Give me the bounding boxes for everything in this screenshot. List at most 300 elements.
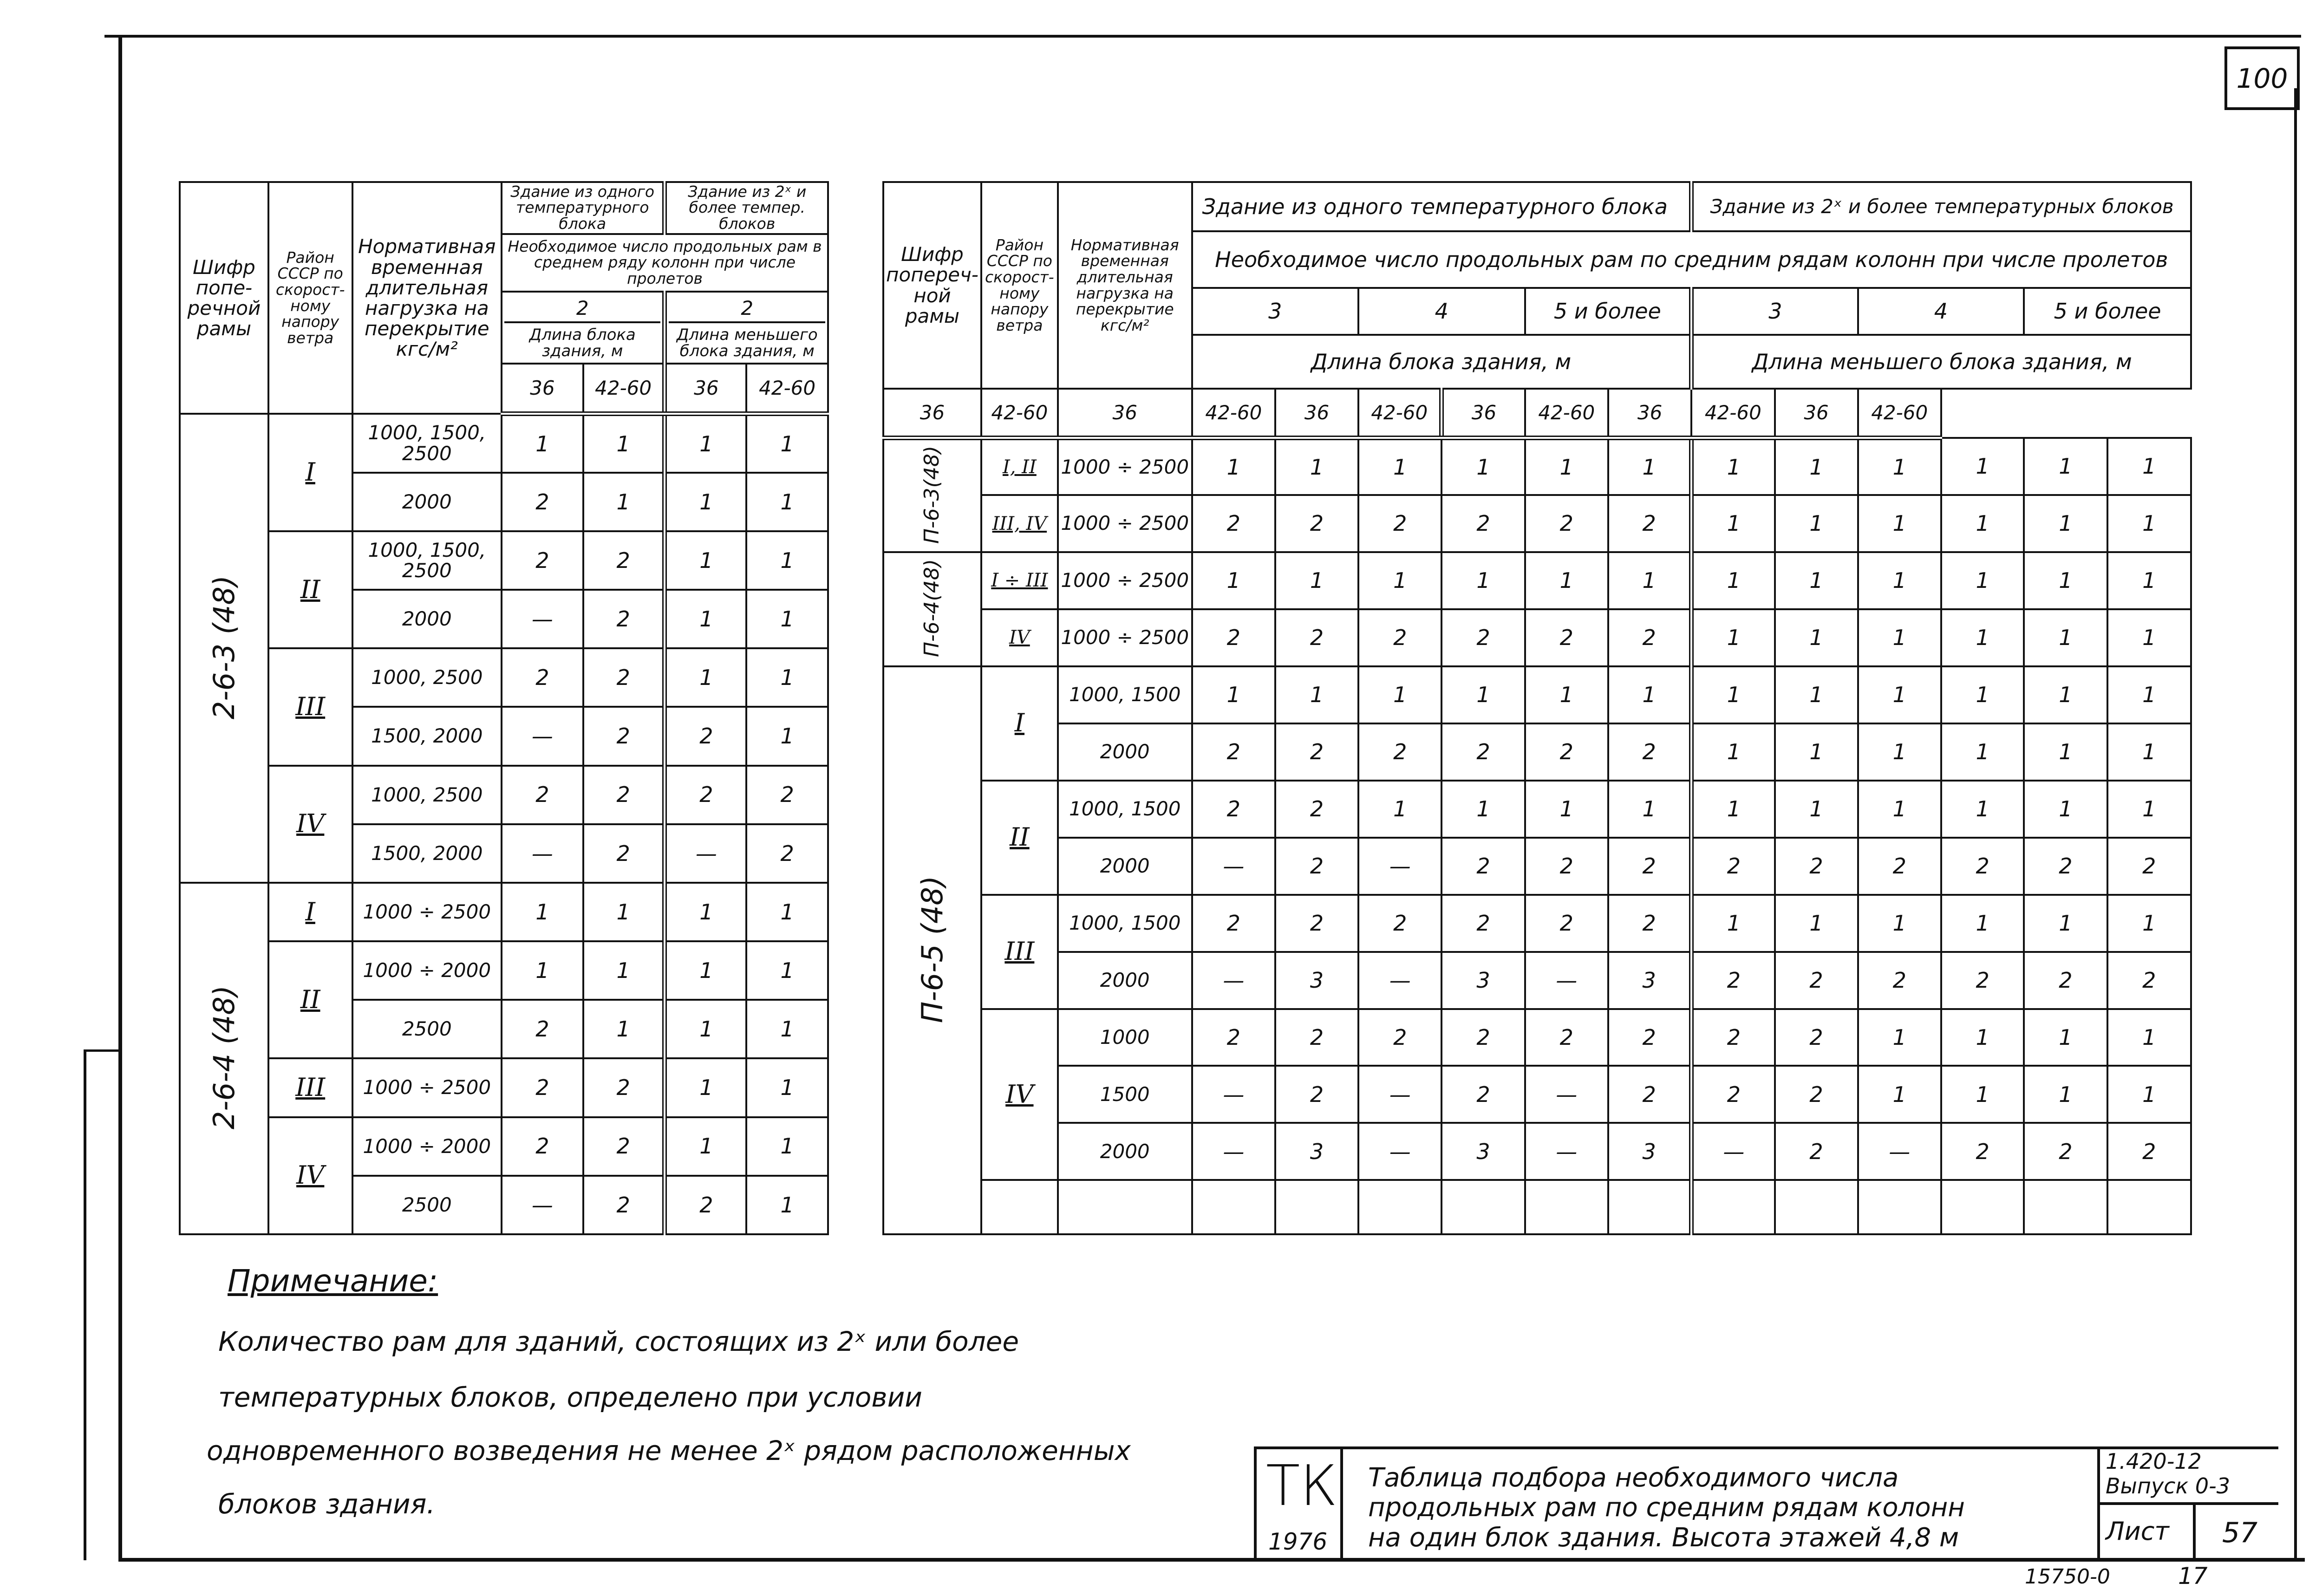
frame-count: 1 bbox=[1858, 1009, 1941, 1066]
frame-count: — bbox=[1358, 952, 1441, 1009]
frame-count: 2 bbox=[1608, 723, 1691, 781]
wind-region bbox=[981, 495, 1058, 552]
frame-count: 2 bbox=[1441, 838, 1525, 895]
frame-count: 3 bbox=[1441, 952, 1525, 1009]
region-numeral: I ÷ III bbox=[991, 570, 1048, 592]
empty-cell bbox=[1058, 1180, 1192, 1234]
frame-count: 1 bbox=[1858, 781, 1941, 838]
frame-count: 2 bbox=[1275, 838, 1358, 895]
wind-region bbox=[268, 648, 352, 765]
load-value: 2000 bbox=[1058, 723, 1192, 781]
binding-margin bbox=[84, 1049, 121, 1560]
sheet-cell bbox=[2097, 1505, 2281, 1561]
header-load: Нормативная временная длительная нагрузка на перекрытие кгс/м² bbox=[352, 182, 502, 414]
frame-count: — bbox=[1858, 1123, 1941, 1180]
frame-count: 1 bbox=[1192, 666, 1275, 723]
note-title: Примечание: bbox=[228, 1263, 438, 1299]
frame-count: 2 bbox=[1525, 723, 1609, 781]
frame-count: 2 bbox=[1275, 1066, 1358, 1123]
frame-count: 1 bbox=[2024, 1066, 2107, 1123]
frame-count: — bbox=[665, 824, 746, 883]
frame-count: 2 bbox=[1441, 723, 1525, 781]
load-value: 1000 ÷ 2500 bbox=[1058, 495, 1192, 552]
frame-count: 1 bbox=[665, 590, 746, 648]
length-value: 36 bbox=[1441, 389, 1525, 438]
page-number: 100 bbox=[2224, 46, 2300, 110]
frame-count: 1 bbox=[1858, 1066, 1941, 1123]
frame-code-cell bbox=[883, 438, 981, 552]
frame-count: 1 bbox=[1941, 723, 2024, 781]
load-value: 1000 bbox=[1058, 1009, 1192, 1066]
frame-count: 2 bbox=[1608, 609, 1691, 666]
load-value: 1500, 2000 bbox=[352, 707, 502, 765]
frame-count: 2 bbox=[583, 648, 665, 707]
frame-count: 2 bbox=[1275, 495, 1358, 552]
frame-count: 1 bbox=[1941, 895, 2024, 952]
frame-count: 2 bbox=[583, 590, 665, 648]
wind-region bbox=[981, 609, 1058, 666]
frame-count: 2 bbox=[1525, 895, 1609, 952]
frame-count: 2 bbox=[2107, 838, 2191, 895]
archive-code: 15750-0 bbox=[2025, 1565, 2110, 1589]
frame-count: — bbox=[502, 1176, 583, 1234]
spans-value: 2 bbox=[504, 295, 661, 323]
frame-count: 2 bbox=[583, 1117, 665, 1176]
frame-count: 2 bbox=[583, 1176, 665, 1234]
empty-cell bbox=[1775, 1180, 1858, 1234]
frame-count: 1 bbox=[1775, 495, 1858, 552]
frame-count: 1 bbox=[1941, 1066, 2024, 1123]
wind-region bbox=[268, 1058, 352, 1117]
frame-count: 2 bbox=[1192, 609, 1275, 666]
frame-code-cell bbox=[883, 552, 981, 666]
frame-count: 2 bbox=[2024, 952, 2107, 1009]
frame-count: 1 bbox=[1858, 552, 1941, 609]
frame-count: 2 bbox=[1775, 1009, 1858, 1066]
binding-margin-top bbox=[84, 1049, 118, 1052]
length-42-60: 42-60 bbox=[746, 364, 828, 414]
frame-count: — bbox=[1192, 952, 1275, 1009]
wind-region bbox=[268, 766, 352, 883]
length-36: 36 bbox=[665, 364, 746, 414]
frame-count: 2 bbox=[1275, 781, 1358, 838]
frame-count: 1 bbox=[746, 414, 828, 472]
frame-count: 2 bbox=[502, 766, 583, 824]
frame-count: 1 bbox=[1858, 609, 1941, 666]
frame-count: 1 bbox=[1358, 438, 1441, 495]
frame-count: 1 bbox=[2024, 781, 2107, 838]
frame-code-cell bbox=[180, 414, 268, 882]
frame-count: 2 bbox=[1358, 1009, 1441, 1066]
sheet-label: Лист bbox=[2106, 1517, 2169, 1546]
header-required-number: Необходимое число продольных рам в среднем ряду колонн при числе пролетов bbox=[502, 234, 828, 292]
wind-region bbox=[268, 531, 352, 648]
frame-count: 2 bbox=[665, 766, 746, 824]
load-value: 1000, 1500 bbox=[1058, 895, 1192, 952]
frame-count: 2 bbox=[1358, 609, 1441, 666]
left-selection-table bbox=[179, 181, 829, 1235]
empty-cell bbox=[1441, 1180, 1525, 1234]
wind-region bbox=[981, 1009, 1058, 1180]
frame-count: 3 bbox=[1441, 1123, 1525, 1180]
frame-count: — bbox=[1358, 838, 1441, 895]
frame-count: 2 bbox=[1941, 952, 2024, 1009]
frame-count: 2 bbox=[1358, 723, 1441, 781]
organization-mark bbox=[1257, 1449, 1343, 1561]
frame-count: 2 bbox=[1441, 1066, 1525, 1123]
wind-region bbox=[981, 552, 1058, 609]
note-line: одновременного возведения не менее 2ˣ рядом расположенных bbox=[207, 1435, 1131, 1466]
length-value: 36 bbox=[1275, 389, 1358, 438]
region-numeral: II bbox=[300, 984, 320, 1014]
frame-count: 2 bbox=[1941, 1123, 2024, 1180]
load-value: 1000 ÷ 2500 bbox=[352, 883, 502, 941]
frame-count: 1 bbox=[2107, 895, 2191, 952]
frame-count: 1 bbox=[1358, 666, 1441, 723]
load-value: 2500 bbox=[352, 1176, 502, 1234]
frame-count: 2 bbox=[2107, 1123, 2191, 1180]
frame-count: 1 bbox=[1525, 552, 1609, 609]
spans-4: 4 bbox=[1858, 288, 2024, 335]
region-numeral: II bbox=[300, 574, 320, 604]
frame-count: 1 bbox=[746, 707, 828, 765]
region-numeral: IV bbox=[296, 809, 325, 839]
frame-count: 1 bbox=[1608, 781, 1691, 838]
load-value: 1000 ÷ 2500 bbox=[1058, 552, 1192, 609]
frame-count: 2 bbox=[1441, 1009, 1525, 1066]
tk-logo: ТК bbox=[1266, 1454, 1338, 1518]
frame-count: 2 bbox=[1441, 609, 1525, 666]
frame-count: 1 bbox=[1941, 666, 2024, 723]
frame-count: 2 bbox=[2107, 952, 2191, 1009]
frame-count: 1 bbox=[502, 883, 583, 941]
frame-count: 2 bbox=[1775, 1066, 1858, 1123]
frame-count: 1 bbox=[1441, 552, 1525, 609]
length-value: 42-60 bbox=[1858, 389, 1941, 438]
length-smaller-label: Длина меньшего блока здания, м bbox=[1691, 335, 2191, 389]
frame-count: 2 bbox=[746, 766, 828, 824]
frame-count: 1 bbox=[746, 883, 828, 941]
frame-count: 1 bbox=[1775, 438, 1858, 495]
frame-count: — bbox=[1691, 1123, 1774, 1180]
frame-count: 2 bbox=[502, 1000, 583, 1058]
wind-region bbox=[268, 1117, 352, 1234]
frame-count: — bbox=[502, 590, 583, 648]
frame-count: 2 bbox=[665, 707, 746, 765]
load-value: 1500 bbox=[1058, 1066, 1192, 1123]
frame-code-cell bbox=[883, 666, 981, 1234]
frame-count: 2 bbox=[1525, 1009, 1609, 1066]
spans-value-b: 2 bbox=[669, 295, 825, 323]
frame-count: 1 bbox=[2107, 438, 2191, 495]
frame-count: 1 bbox=[1858, 895, 1941, 952]
header-two-blocks: Здание из 2ˣ и более температурных блоков bbox=[1691, 182, 2191, 231]
right-selection-table bbox=[882, 181, 2192, 1235]
frame-count: 1 bbox=[1691, 552, 1774, 609]
length-block-label: Длина блока здания, м bbox=[529, 325, 636, 361]
region-numeral: IV bbox=[1009, 627, 1030, 649]
frame-count: — bbox=[1525, 952, 1609, 1009]
title-line: Таблица подбора необходимого числа bbox=[1368, 1463, 1899, 1493]
frame-count: — bbox=[1192, 838, 1275, 895]
length-value: 36 bbox=[1775, 389, 1858, 438]
header-frame-code: Шифр попереч-ной рамы bbox=[883, 182, 981, 389]
length-value: 42-60 bbox=[1192, 389, 1275, 438]
frame-count: 2 bbox=[1608, 495, 1691, 552]
frame-count: 1 bbox=[1608, 552, 1691, 609]
series-code bbox=[2097, 1449, 2278, 1505]
frame-count: 1 bbox=[2107, 666, 2191, 723]
empty-cell bbox=[1941, 1180, 2024, 1234]
empty-cell bbox=[2024, 1180, 2107, 1234]
empty-cell bbox=[1858, 1180, 1941, 1234]
spans-5-plus: 5 и более bbox=[1525, 288, 1692, 335]
frame-count: 1 bbox=[1941, 438, 2024, 495]
length-value: 42-60 bbox=[981, 389, 1058, 438]
frame-count: 1 bbox=[2024, 552, 2107, 609]
frame-count: 1 bbox=[2107, 781, 2191, 838]
frame-count: 2 bbox=[502, 473, 583, 531]
frame-count: 2 bbox=[1192, 495, 1275, 552]
frame-count: 2 bbox=[1358, 495, 1441, 552]
header-two-blocks: Здание из 2ˣ и более темпер. блоков bbox=[665, 182, 828, 234]
frame-count: 1 bbox=[2024, 1009, 2107, 1066]
frame-count: 2 bbox=[1941, 838, 2024, 895]
title-line: на один блок здания. Высота этажей 4,8 м bbox=[1368, 1522, 1959, 1553]
load-value: 2000 bbox=[1058, 838, 1192, 895]
frame-count: 1 bbox=[1691, 895, 1774, 952]
header-one-block: Здание из одного температурного блока bbox=[1192, 182, 1692, 231]
frame-count: 1 bbox=[746, 941, 828, 1000]
frame-count: 1 bbox=[1358, 781, 1441, 838]
frame-count: 2 bbox=[502, 648, 583, 707]
frame-count: — bbox=[1192, 1123, 1275, 1180]
frame-count: 2 bbox=[1691, 838, 1774, 895]
frame-count: 1 bbox=[1525, 781, 1609, 838]
load-value: 1000, 1500 bbox=[1058, 781, 1192, 838]
frame-count: 1 bbox=[746, 473, 828, 531]
frame-count: 2 bbox=[1192, 895, 1275, 952]
length-value: 36 bbox=[883, 389, 981, 438]
frame-count: 2 bbox=[583, 707, 665, 765]
stamp-year: 1976 bbox=[1268, 1528, 1328, 1555]
header-spans-b bbox=[665, 292, 828, 364]
frame-count: 2 bbox=[1608, 838, 1691, 895]
frame-count: 2 bbox=[1525, 838, 1609, 895]
frame-count: 1 bbox=[1691, 438, 1774, 495]
frame-count: 1 bbox=[746, 1176, 828, 1234]
frame-count: 1 bbox=[665, 1058, 746, 1117]
frame-count: 3 bbox=[1275, 952, 1358, 1009]
frame-count: 2 bbox=[1775, 1123, 1858, 1180]
frame-count: 1 bbox=[1691, 495, 1774, 552]
frame-count: 2 bbox=[1192, 781, 1275, 838]
header-spans bbox=[502, 292, 665, 364]
region-numeral: I bbox=[1014, 708, 1025, 738]
frame-count: 2 bbox=[1525, 495, 1609, 552]
empty-cell bbox=[981, 1180, 1058, 1234]
frame-count: 1 bbox=[1525, 438, 1609, 495]
frame-count: 1 bbox=[502, 941, 583, 1000]
load-value: 1000, 2500 bbox=[352, 766, 502, 824]
load-value: 1000 ÷ 2500 bbox=[352, 1058, 502, 1117]
frame-count: 1 bbox=[746, 1117, 828, 1176]
frame-count: 1 bbox=[665, 414, 746, 472]
frame-count: 3 bbox=[1275, 1123, 1358, 1180]
frame-count: 1 bbox=[1941, 495, 2024, 552]
load-value: 1500, 2000 bbox=[352, 824, 502, 883]
load-value: 1000 ÷ 2000 bbox=[352, 941, 502, 1000]
frame-count: 1 bbox=[1691, 609, 1774, 666]
frame-count: 1 bbox=[1775, 609, 1858, 666]
frame-count: 2 bbox=[1275, 723, 1358, 781]
frame-count: — bbox=[1358, 1066, 1441, 1123]
frame-count: 2 bbox=[1858, 838, 1941, 895]
frame-count: 1 bbox=[746, 590, 828, 648]
frame-count: 3 bbox=[1608, 952, 1691, 1009]
load-value: 1000 ÷ 2500 bbox=[1058, 438, 1192, 495]
archive-number: 17 bbox=[2178, 1563, 2208, 1589]
frame-count: 3 bbox=[1608, 1123, 1691, 1180]
frame-count: 1 bbox=[2107, 723, 2191, 781]
region-numeral: I bbox=[305, 457, 315, 487]
frame-count: 1 bbox=[1775, 666, 1858, 723]
wind-region bbox=[981, 895, 1058, 1009]
region-numeral: II bbox=[1010, 822, 1030, 852]
frame-count: 1 bbox=[1941, 552, 2024, 609]
frame-count: 2 bbox=[2024, 838, 2107, 895]
frame-count: 2 bbox=[1608, 895, 1691, 952]
frame-count: 2 bbox=[1441, 495, 1525, 552]
frame-count: 2 bbox=[502, 1058, 583, 1117]
frame-count: 1 bbox=[583, 941, 665, 1000]
frame-count: 1 bbox=[746, 531, 828, 590]
frame-count: 2 bbox=[1275, 895, 1358, 952]
frame-count: — bbox=[1358, 1123, 1441, 1180]
empty-cell bbox=[1525, 1180, 1609, 1234]
frame-count: 2 bbox=[1275, 1009, 1358, 1066]
frame-count: 1 bbox=[665, 1117, 746, 1176]
spans-3: 3 bbox=[1691, 288, 1858, 335]
frame-count: 1 bbox=[1775, 895, 1858, 952]
spans-5-plus: 5 и более bbox=[2024, 288, 2191, 335]
frame-count: 1 bbox=[746, 1058, 828, 1117]
frame-count: 1 bbox=[2107, 609, 2191, 666]
frame-count: 1 bbox=[746, 648, 828, 707]
load-value: 2000 bbox=[1058, 952, 1192, 1009]
header-load: Нормативная временная длительная нагрузка на перекрытие кгс/м² bbox=[1058, 182, 1192, 389]
frame-count: 1 bbox=[1858, 666, 1941, 723]
frame-count: 1 bbox=[665, 1000, 746, 1058]
frame-count: 2 bbox=[583, 824, 665, 883]
empty-cell bbox=[1358, 1180, 1441, 1234]
load-value: 1000 ÷ 2000 bbox=[352, 1117, 502, 1176]
frame-count: 1 bbox=[2107, 1066, 2191, 1123]
frame-count: 2 bbox=[1358, 895, 1441, 952]
frame-code: П-6-5 (48) bbox=[915, 875, 949, 1023]
wind-region bbox=[981, 781, 1058, 895]
wind-region bbox=[268, 414, 352, 531]
load-value: 2500 bbox=[352, 1000, 502, 1058]
header-wind-region: Район СССР по скорост-ному напору ветра bbox=[981, 182, 1058, 389]
title-block bbox=[1254, 1446, 2278, 1561]
frame-count: 2 bbox=[502, 531, 583, 590]
frame-count: 1 bbox=[583, 883, 665, 941]
header-wind-region: Район СССР по скорост-ному напору ветра bbox=[268, 182, 352, 414]
empty-cell bbox=[1192, 1180, 1275, 1234]
frame-count: 1 bbox=[1275, 552, 1358, 609]
empty-cell bbox=[1691, 1180, 1774, 1234]
frame-count: 1 bbox=[2107, 1009, 2191, 1066]
frame-count: 1 bbox=[665, 473, 746, 531]
frame-count: 1 bbox=[2024, 723, 2107, 781]
frame-code-cell bbox=[180, 883, 268, 1234]
issue-number: Выпуск 0-3 bbox=[2106, 1473, 2231, 1498]
frame-code: П-6-4(48) bbox=[920, 559, 944, 658]
sheet-number: 57 bbox=[2193, 1505, 2284, 1561]
frame-count: — bbox=[502, 707, 583, 765]
frame-count: 2 bbox=[1691, 1066, 1774, 1123]
empty-cell bbox=[1275, 1180, 1358, 1234]
frame-count: 1 bbox=[583, 473, 665, 531]
note-line: Количество рам для зданий, состоящих из 2ˣ или более bbox=[218, 1326, 1019, 1357]
frame-count: 2 bbox=[1608, 1066, 1691, 1123]
frame-count: 1 bbox=[1775, 781, 1858, 838]
frame-count: 1 bbox=[1691, 723, 1774, 781]
frame-count: 1 bbox=[1441, 438, 1525, 495]
load-value: 1000, 1500 bbox=[1058, 666, 1192, 723]
frame-count: 1 bbox=[1691, 666, 1774, 723]
frame-count: 2 bbox=[1691, 952, 1774, 1009]
spans-4: 4 bbox=[1358, 288, 1525, 335]
frame-count: 1 bbox=[2107, 495, 2191, 552]
wind-region bbox=[981, 438, 1058, 495]
frame-count: 1 bbox=[1941, 781, 2024, 838]
wind-region bbox=[981, 666, 1058, 781]
frame-count: 1 bbox=[1775, 552, 1858, 609]
frame-count: 2 bbox=[583, 766, 665, 824]
frame-count: 1 bbox=[2024, 609, 2107, 666]
frame-right-line bbox=[2294, 88, 2297, 1560]
wind-region bbox=[268, 883, 352, 941]
frame-count: 1 bbox=[1192, 438, 1275, 495]
region-numeral: III, IV bbox=[992, 513, 1047, 534]
length-36: 36 bbox=[502, 364, 583, 414]
frame-count: 2 bbox=[746, 824, 828, 883]
load-value: 1000, 1500, 2500 bbox=[352, 531, 502, 590]
frame-count: 2 bbox=[1441, 895, 1525, 952]
frame-count: 1 bbox=[665, 883, 746, 941]
frame-count: 1 bbox=[1525, 666, 1609, 723]
load-value: 2000 bbox=[352, 590, 502, 648]
length-value: 42-60 bbox=[1525, 389, 1609, 438]
spans-3: 3 bbox=[1192, 288, 1358, 335]
title-line: продольных рам по средним рядам колонн bbox=[1368, 1492, 1965, 1523]
frame-count: 1 bbox=[665, 531, 746, 590]
load-value: 1000, 2500 bbox=[352, 648, 502, 707]
frame-count: 2 bbox=[1525, 609, 1609, 666]
note-line: блоков здания. bbox=[218, 1488, 435, 1520]
frame-count: 1 bbox=[1275, 666, 1358, 723]
frame-count: 1 bbox=[2024, 495, 2107, 552]
header-frame-code: Шифр попе-речной рамы bbox=[180, 182, 268, 414]
frame-count: 1 bbox=[583, 1000, 665, 1058]
length-value: 36 bbox=[1608, 389, 1691, 438]
load-value: 2000 bbox=[352, 473, 502, 531]
header-one-block: Здание из одного температурного блока bbox=[502, 182, 665, 234]
frame-count: 1 bbox=[1941, 1009, 2024, 1066]
frame-count: — bbox=[1525, 1123, 1609, 1180]
